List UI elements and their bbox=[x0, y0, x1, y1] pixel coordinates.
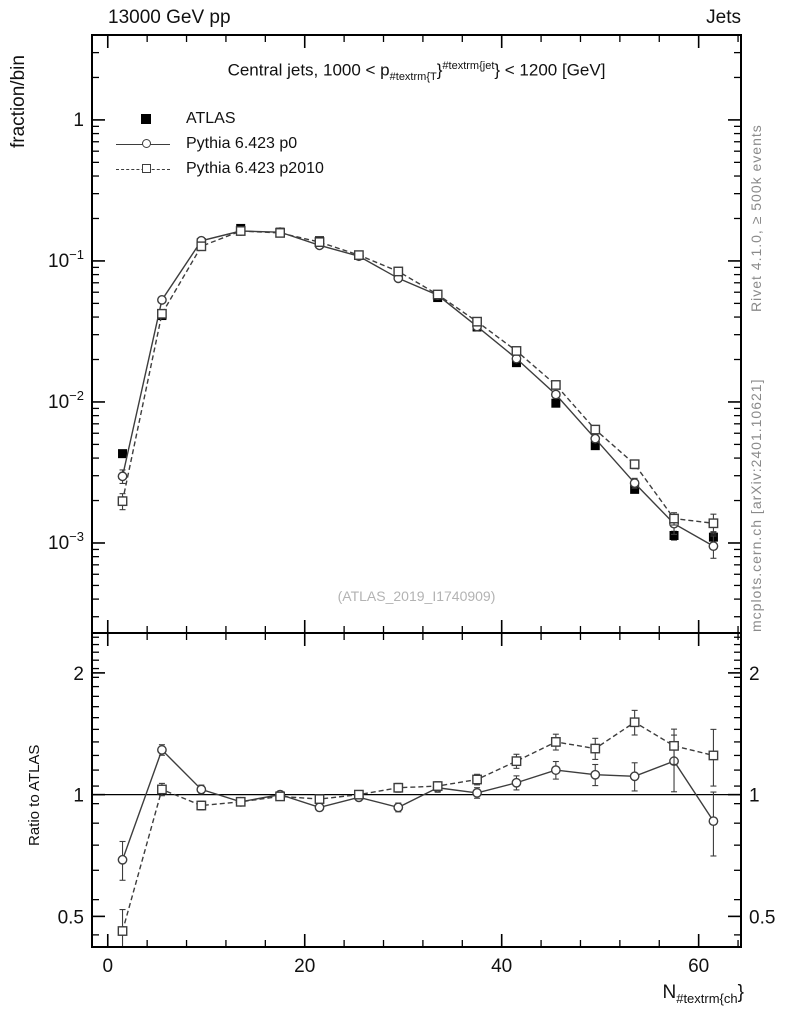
svg-text:1: 1 bbox=[73, 109, 84, 131]
x-axis-title: $N_{\#textrm\{ch}$} bbox=[662, 982, 744, 1006]
legend bbox=[112, 106, 324, 181]
legend-label-pythia-p0: Pythia 6.423 p0 bbox=[186, 134, 298, 152]
plot-title: Central jets, $1000 < p_{\#textrm\{T}\}^{\#textrm\{jet}\} < 1200$ [GeV] bbox=[227, 60, 606, 84]
series-Pythia-6-423-p2010 bbox=[118, 227, 717, 534]
solid-line-circle-marker-icon bbox=[112, 139, 180, 148]
mcplots-caption: mcplots.cern.ch [arXiv:2401.10621] bbox=[748, 378, 764, 632]
svg-text:0: 0 bbox=[102, 956, 114, 977]
legend-row-pythia-p0 bbox=[112, 131, 324, 156]
legend-label-pythia-p2010: Pythia 6.423 p2010 bbox=[186, 159, 324, 177]
legend-row-pythia-p2010 bbox=[112, 156, 324, 181]
svg-text:10−1: $10^{-1}$ bbox=[48, 246, 84, 272]
series-Pythia-6-423-p2010 bbox=[118, 710, 717, 955]
svg-text:10−3: $10^{-3}$ bbox=[48, 528, 84, 554]
svg-text:2: 2 bbox=[73, 663, 84, 685]
filled-square-marker-icon bbox=[112, 114, 180, 124]
dashed-line-square-marker-icon bbox=[112, 164, 180, 173]
svg-text:1: 1 bbox=[749, 785, 760, 807]
svg-text:2: 2 bbox=[749, 663, 760, 685]
y-axis-title-main: fraction/bin bbox=[8, 55, 29, 148]
rivet-version-caption: Rivet 4.1.0, ≥ 500k events bbox=[748, 124, 764, 312]
legend-row-atlas bbox=[112, 106, 324, 131]
header-analysis-group: Jets bbox=[706, 7, 741, 28]
svg-text:0.5: 0.5 bbox=[57, 907, 84, 929]
analysis-id-watermark: (ATLAS_2019_I1740909) bbox=[337, 588, 496, 604]
header-beam-energy: 13000 GeV pp bbox=[108, 7, 231, 28]
svg-text:0.5: 0.5 bbox=[749, 907, 776, 929]
svg-text:20: 20 bbox=[294, 956, 316, 977]
legend-label-atlas: ATLAS bbox=[186, 109, 236, 127]
svg-text:40: 40 bbox=[491, 956, 513, 977]
y-axis-title-ratio: Ratio to ATLAS bbox=[26, 744, 43, 846]
svg-text:1: 1 bbox=[73, 785, 84, 807]
series-Pythia-6-423-p0 bbox=[118, 735, 717, 880]
svg-text:10−2: $10^{-2}$ bbox=[48, 387, 84, 413]
series-ATLAS bbox=[118, 224, 718, 543]
series-Pythia-6-423-p0 bbox=[118, 227, 717, 558]
svg-text:60: 60 bbox=[688, 956, 710, 977]
